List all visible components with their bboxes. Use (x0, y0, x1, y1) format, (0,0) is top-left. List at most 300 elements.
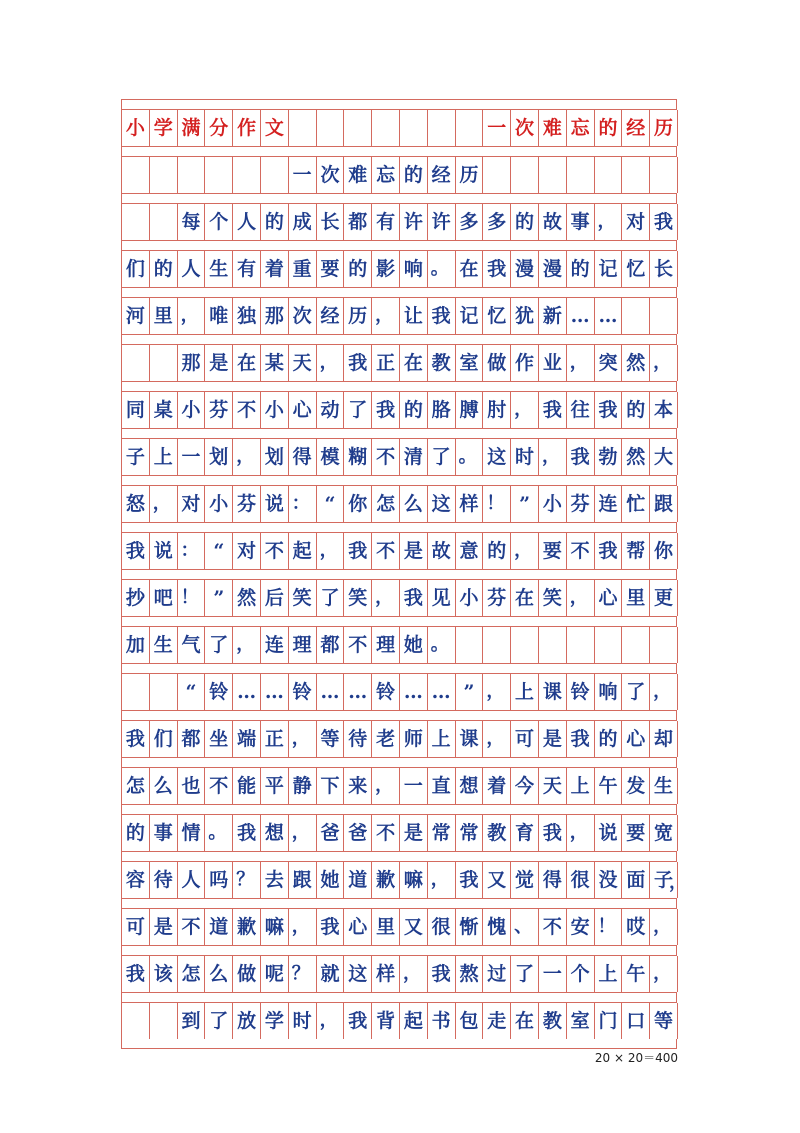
grid-cell: 起 (400, 1003, 428, 1039)
row-gap (121, 287, 677, 297)
grid-cell: 直 (428, 768, 456, 804)
grid-cell (261, 157, 289, 193)
grid-cell: 我 (456, 862, 484, 898)
grid-cell: 上 (150, 439, 178, 475)
grid-cell: 下 (317, 768, 345, 804)
grid-cell: ， (317, 345, 345, 381)
grid-cell: ， (372, 768, 400, 804)
grid-cell: … (261, 674, 289, 710)
grid-cell: 人 (178, 251, 206, 287)
grid-cell: 帮 (622, 533, 650, 569)
grid-cell: 影 (372, 251, 400, 287)
grid-cell: 门 (595, 1003, 623, 1039)
grid-cell (567, 627, 595, 663)
grid-cell: 着 (261, 251, 289, 287)
grid-cell: 往 (567, 392, 595, 428)
grid-cell: 生 (150, 627, 178, 663)
grid-cell: 没 (595, 862, 623, 898)
grid-cell (150, 204, 178, 240)
row-gap (121, 898, 677, 908)
grid-cell (205, 157, 233, 193)
grid-cell: 笑 (344, 580, 372, 616)
grid-cell: 觉 (511, 862, 539, 898)
grid-cell: 次 (317, 157, 345, 193)
grid-cell: 的 (261, 204, 289, 240)
grid-cell: ？ (289, 956, 317, 992)
grid-cell: 课 (456, 721, 484, 757)
grid-cell: 这 (483, 439, 511, 475)
grid-cell: 的 (400, 392, 428, 428)
grid-cell (595, 627, 623, 663)
grid-cell (622, 298, 650, 334)
grid-cell (344, 110, 372, 146)
row-gap (121, 663, 677, 673)
grid-cell (428, 110, 456, 146)
text-line (121, 908, 677, 945)
grid-cell: 了 (205, 1003, 233, 1039)
grid-cell: 容 (122, 862, 150, 898)
text-line (121, 344, 677, 381)
text-line (121, 203, 677, 240)
grid-cell: 了 (205, 627, 233, 663)
grid-cell: 子 (122, 439, 150, 475)
grid-cell: 不 (539, 909, 567, 945)
grid-cell: 了 (344, 392, 372, 428)
grid-cell: 业 (539, 345, 567, 381)
grid-cell: 育 (511, 815, 539, 851)
grid-cell: 歉 (233, 909, 261, 945)
text-line (121, 767, 677, 804)
grid-cell: 生 (650, 768, 678, 804)
grid-cell: 不 (178, 909, 206, 945)
grid-cell: 吗 (205, 862, 233, 898)
grid-cell: 们 (150, 721, 178, 757)
grid-cell: 室 (456, 345, 484, 381)
grid-cell: 就 (317, 956, 345, 992)
grid-cell: 来 (344, 768, 372, 804)
grid-cell: 是 (205, 345, 233, 381)
grid-cell: ， (317, 533, 345, 569)
grid-cell: 文 (261, 110, 289, 146)
grid-cell: 我 (567, 721, 595, 757)
grid-cell: 漫 (539, 251, 567, 287)
grid-cell: 上 (595, 956, 623, 992)
grid-cell: 人 (178, 862, 206, 898)
grid-cell: 道 (205, 909, 233, 945)
grid-cell: 不 (372, 533, 400, 569)
grid-cell: 历 (650, 110, 678, 146)
grid-cell: “ (317, 486, 345, 522)
grid-cell: ， (372, 298, 400, 334)
grid-cell: … (400, 674, 428, 710)
grid-cell (622, 627, 650, 663)
grid-cell: 爸 (344, 815, 372, 851)
row-gap (121, 475, 677, 485)
grid-cell: 记 (595, 251, 623, 287)
grid-cell: 的 (400, 157, 428, 193)
grid-cell: 个 (567, 956, 595, 992)
grid-cell: 我 (650, 204, 678, 240)
grid-cell: 是 (539, 721, 567, 757)
grid-cell: 我 (428, 956, 456, 992)
row-gap (121, 757, 677, 767)
grid-cell: ， (289, 909, 317, 945)
grid-cell: 芬 (483, 580, 511, 616)
grid-cell: 呢 (261, 956, 289, 992)
grid-cell: 得 (539, 862, 567, 898)
grid-cell: 惭 (456, 909, 484, 945)
grid-cell: 在 (511, 580, 539, 616)
grid-cell: ， (650, 674, 678, 710)
row-gap (121, 428, 677, 438)
grid-cell: 对 (178, 486, 206, 522)
grid-cell: 却 (650, 721, 678, 757)
grid-cell: 要 (622, 815, 650, 851)
grid-cell: 你 (344, 486, 372, 522)
grid-cell: 一 (400, 768, 428, 804)
grid-cell: … (428, 674, 456, 710)
grid-cell: 里 (622, 580, 650, 616)
grid-cell: 连 (595, 486, 623, 522)
grid-cell: 笑 (289, 580, 317, 616)
grid-cell: 发 (622, 768, 650, 804)
grid-cell: 包 (456, 1003, 484, 1039)
grid-cell (511, 157, 539, 193)
grid-cell: 不 (261, 533, 289, 569)
grid-cell: 铃 (372, 674, 400, 710)
grid-cell: 能 (233, 768, 261, 804)
grid-cell: 到 (178, 1003, 206, 1039)
grid-cell (122, 674, 150, 710)
grid-cell: 经 (622, 110, 650, 146)
grid-cell: 不 (205, 768, 233, 804)
grid-cell: 同 (122, 392, 150, 428)
grid-cell: 时 (511, 439, 539, 475)
grid-cell: 我 (344, 345, 372, 381)
grid-cell: 的 (122, 815, 150, 851)
grid-cell: 理 (372, 627, 400, 663)
grid-cell: 多 (456, 204, 484, 240)
grid-cell: 、 (511, 909, 539, 945)
text-line (121, 861, 687, 898)
grid-cell: 一 (539, 956, 567, 992)
text-line (121, 297, 677, 334)
text-line (121, 814, 677, 851)
grid-cell: … (233, 674, 261, 710)
grid-cell: 抄 (122, 580, 150, 616)
grid-cell: 作 (511, 345, 539, 381)
header-row (121, 109, 677, 146)
grid-cell: 对 (622, 204, 650, 240)
grid-cell: 意 (456, 533, 484, 569)
grid-cell: 都 (344, 204, 372, 240)
grid-cell: 芬 (233, 486, 261, 522)
grid-cell: 忘 (372, 157, 400, 193)
row-gap (121, 99, 677, 109)
grid-cell: 跟 (289, 862, 317, 898)
grid-cell: 熬 (456, 956, 484, 992)
grid-cell: 等 (317, 721, 345, 757)
grid-cell: 不 (567, 533, 595, 569)
grid-cell: 又 (483, 862, 511, 898)
grid-cell: ， (150, 486, 178, 522)
grid-cell (233, 157, 261, 193)
grid-cell: ， (595, 204, 623, 240)
grid-cell: 午 (595, 768, 623, 804)
grid-cell: 室 (567, 1003, 595, 1039)
grid-cell: 笑 (539, 580, 567, 616)
grid-cell: 动 (317, 392, 345, 428)
grid-cell: 不 (233, 392, 261, 428)
grid-cell (178, 157, 206, 193)
grid-cell: 今 (511, 768, 539, 804)
grid-cell: 一 (289, 157, 317, 193)
grid-cell: 漫 (511, 251, 539, 287)
grid-cell: 是 (400, 815, 428, 851)
grid-cell: 记 (456, 298, 484, 334)
grid-cell: 时 (289, 1003, 317, 1039)
grid-cell: 又 (400, 909, 428, 945)
grid-cell: 我 (344, 533, 372, 569)
grid-cell: ， (511, 533, 539, 569)
grid-cell: 心 (289, 392, 317, 428)
grid-cell: 你 (650, 533, 678, 569)
row-gap (121, 381, 677, 391)
grid-cell: 我 (400, 580, 428, 616)
grid-cell (150, 1003, 178, 1039)
grid-cell: 让 (400, 298, 428, 334)
grid-cell: 作 (233, 110, 261, 146)
grid-cell: 忙 (622, 486, 650, 522)
grid-cell: 我 (428, 298, 456, 334)
grid-cell: 安 (567, 909, 595, 945)
grid-cell: 课 (539, 674, 567, 710)
overflow-punctuation: ， (669, 872, 687, 893)
grid-cell (150, 345, 178, 381)
grid-cell: 的 (344, 251, 372, 287)
grid-cell: 小 (456, 580, 484, 616)
grid-cell: 端 (233, 721, 261, 757)
grid-cell: 许 (400, 204, 428, 240)
grid-cell: 做 (233, 956, 261, 992)
grid-cell: 故 (539, 204, 567, 240)
grid-cell: ， (650, 909, 678, 945)
grid-cell: 上 (511, 674, 539, 710)
grid-cell: 那 (178, 345, 206, 381)
grid-cell: 铃 (289, 674, 317, 710)
grid-cell: 得 (289, 439, 317, 475)
grid-cell: ， (233, 627, 261, 663)
grid-cell: 怒 (122, 486, 150, 522)
grid-count-label: 20 × 20＝400 (594, 1051, 678, 1065)
grid-cell: 面 (622, 862, 650, 898)
grid-cell: 要 (539, 533, 567, 569)
grid-cell: 等 (650, 1003, 678, 1039)
grid-cell: 愧 (483, 909, 511, 945)
grid-cell: 多 (483, 204, 511, 240)
grid-cell: … (317, 674, 345, 710)
grid-cell: “ (178, 674, 206, 710)
grid-cell (122, 1003, 150, 1039)
grid-cell: 我 (595, 533, 623, 569)
grid-cell: 气 (178, 627, 206, 663)
grid-cell (456, 110, 484, 146)
grid-cell (511, 627, 539, 663)
text-line (121, 955, 677, 992)
grid-cell: 书 (428, 1003, 456, 1039)
grid-cell: 了 (511, 956, 539, 992)
grid-cell: 心 (344, 909, 372, 945)
grid-cell: 难 (539, 110, 567, 146)
grid-cell: … (595, 298, 623, 334)
grid-cell: 很 (428, 909, 456, 945)
grid-cell: ！ (178, 580, 206, 616)
grid-cell: 许 (428, 204, 456, 240)
grid-cell (567, 157, 595, 193)
grid-cell: 的 (567, 251, 595, 287)
grid-cell: 成 (289, 204, 317, 240)
grid-cell: 每 (178, 204, 206, 240)
grid-cell: ” (511, 486, 539, 522)
grid-cell (483, 627, 511, 663)
grid-cell: 勃 (595, 439, 623, 475)
grid-cell: 么 (205, 956, 233, 992)
grid-cell: 。 (205, 815, 233, 851)
grid-cell: 想 (456, 768, 484, 804)
grid-cell: 常 (428, 815, 456, 851)
grid-cell: 故 (428, 533, 456, 569)
grid-cell: ？ (233, 862, 261, 898)
text-line (121, 250, 677, 287)
grid-cell: 想 (261, 815, 289, 851)
grid-cell: ： (178, 533, 206, 569)
grid-cell: 么 (150, 768, 178, 804)
grid-cell: 天 (289, 345, 317, 381)
grid-cell: 连 (261, 627, 289, 663)
grid-cell: 我 (567, 439, 595, 475)
text-line (121, 391, 677, 428)
grid-cell: 见 (428, 580, 456, 616)
grid-cell: 大 (650, 439, 678, 475)
grid-cell: ， (317, 1003, 345, 1039)
grid-cell: 的 (511, 204, 539, 240)
row-gap (121, 193, 677, 203)
grid-cell: 的 (622, 392, 650, 428)
grid-cell: 走 (483, 1003, 511, 1039)
grid-cell: ： (289, 486, 317, 522)
grid-cell: 了 (622, 674, 650, 710)
grid-cell: 不 (372, 815, 400, 851)
grid-cell: 师 (400, 721, 428, 757)
grid-cell: 了 (317, 580, 345, 616)
text-line (121, 673, 677, 710)
grid-cell: 我 (233, 815, 261, 851)
grid-cell: 个 (205, 204, 233, 240)
grid-cell: 里 (372, 909, 400, 945)
grid-cell: 理 (289, 627, 317, 663)
grid-cell: 口 (622, 1003, 650, 1039)
grid-cell: ， (178, 298, 206, 334)
grid-cell: 这 (344, 956, 372, 992)
grid-cell: 经 (428, 157, 456, 193)
text-line (121, 438, 677, 475)
grid-cell: 老 (372, 721, 400, 757)
grid-cell: 的 (150, 251, 178, 287)
grid-cell: 们 (122, 251, 150, 287)
writing-grid (121, 99, 687, 1049)
grid-cell: ， (483, 721, 511, 757)
grid-cell: 清 (400, 439, 428, 475)
grid-cell: 我 (539, 815, 567, 851)
grid-cell: 。 (456, 439, 484, 475)
grid-cell: 也 (178, 768, 206, 804)
grid-cell: ” (456, 674, 484, 710)
grid-cell: 怎 (178, 956, 206, 992)
grid-cell: … (344, 674, 372, 710)
grid-cell: 教 (483, 815, 511, 851)
grid-cell: 满 (178, 110, 206, 146)
grid-cell: ， (650, 345, 678, 381)
grid-cell: 爸 (317, 815, 345, 851)
grid-cell: 哎 (622, 909, 650, 945)
grid-cell: 更 (650, 580, 678, 616)
row-gap (121, 146, 677, 156)
grid-cell: 放 (233, 1003, 261, 1039)
grid-cell (650, 627, 678, 663)
grid-cell: 是 (150, 909, 178, 945)
grid-cell: 我 (122, 533, 150, 569)
grid-cell: 新 (539, 298, 567, 334)
grid-cell: 待 (344, 721, 372, 757)
grid-cell: 。 (428, 627, 456, 663)
grid-cell: 分 (205, 110, 233, 146)
grid-cell (539, 627, 567, 663)
grid-cell: 心 (622, 721, 650, 757)
grid-cell: 都 (317, 627, 345, 663)
grid-cell: 芬 (567, 486, 595, 522)
grid-cell: 坐 (205, 721, 233, 757)
grid-cell: 有 (233, 251, 261, 287)
grid-cell: 重 (289, 251, 317, 287)
row-gap (121, 334, 677, 344)
grid-cell: 在 (233, 345, 261, 381)
grid-cell (289, 110, 317, 146)
grid-cell: ， (511, 392, 539, 428)
grid-cell: 了 (428, 439, 456, 475)
grid-cell: 本 (650, 392, 678, 428)
grid-cell: 教 (428, 345, 456, 381)
grid-cell: 样 (456, 486, 484, 522)
grid-cell: 然 (233, 580, 261, 616)
grid-cell: 后 (261, 580, 289, 616)
grid-cell (595, 157, 623, 193)
grid-cell: 都 (178, 721, 206, 757)
row-gap (121, 992, 677, 1002)
grid-cell: ” (205, 580, 233, 616)
grid-cell: 河 (122, 298, 150, 334)
grid-cell: 生 (205, 251, 233, 287)
grid-cell: 我 (539, 392, 567, 428)
row-gap (121, 522, 677, 532)
grid-cell: 天 (539, 768, 567, 804)
grid-cell: 历 (456, 157, 484, 193)
grid-cell: 里 (150, 298, 178, 334)
grid-cell: 可 (122, 909, 150, 945)
row-gap (121, 240, 677, 250)
row-gap (121, 945, 677, 955)
grid-cell: 响 (400, 251, 428, 287)
grid-cell: 模 (317, 439, 345, 475)
